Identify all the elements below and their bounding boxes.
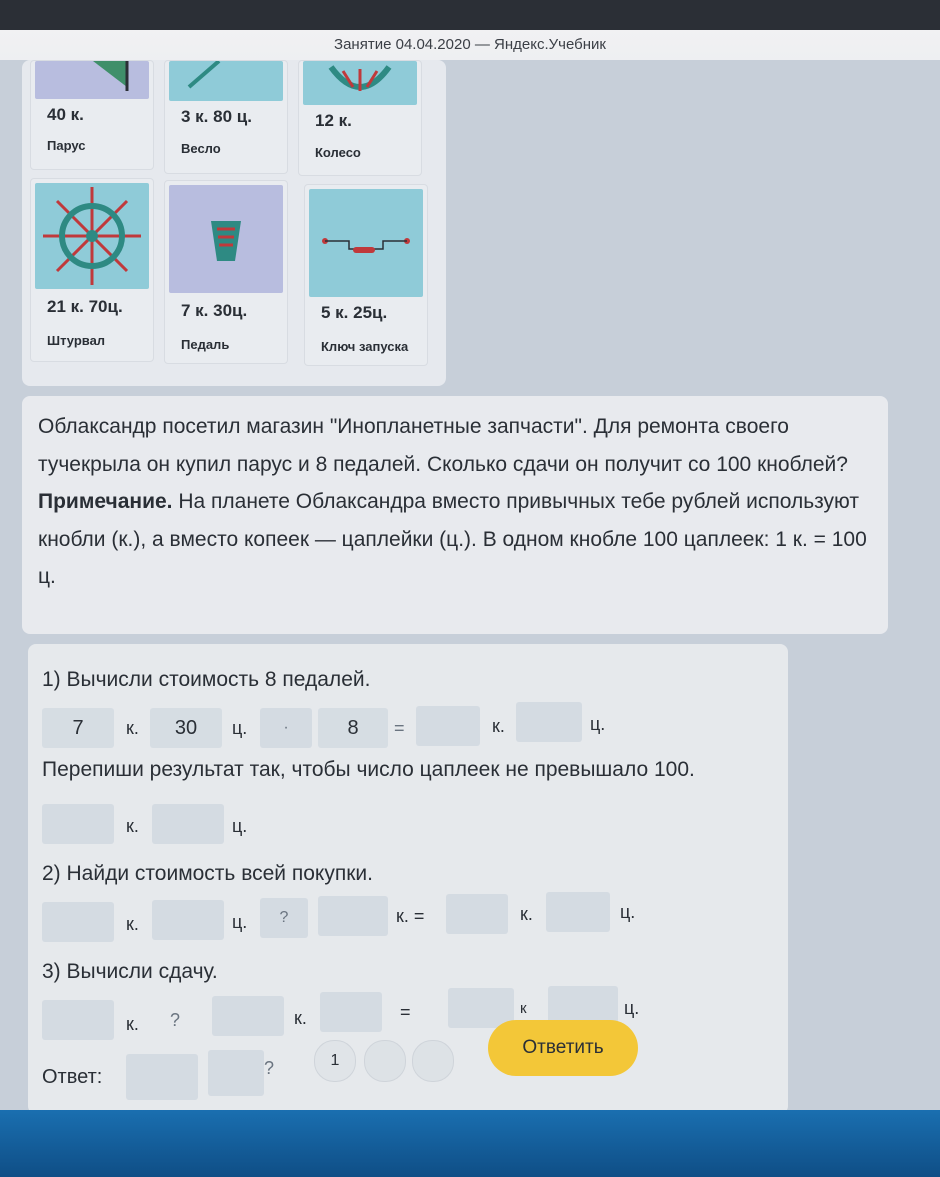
submit-answer-button[interactable]: Ответить bbox=[488, 1020, 638, 1076]
page-indicator-current[interactable]: 1 bbox=[314, 1040, 356, 1082]
step3-unit-k2: к. bbox=[294, 1008, 307, 1028]
step3-k-input[interactable] bbox=[42, 1000, 114, 1040]
step1-count: 8 bbox=[318, 708, 388, 748]
product-card-oar[interactable] bbox=[164, 60, 288, 174]
step1-result-unit-ts: ц. bbox=[590, 714, 606, 734]
step2-result-ts-input[interactable] bbox=[546, 892, 610, 932]
helm-icon bbox=[35, 183, 149, 289]
step2-operator-select[interactable]: ? bbox=[260, 898, 308, 938]
wheel-icon bbox=[303, 61, 417, 105]
os-taskbar bbox=[0, 1110, 940, 1177]
step1-result-k-input[interactable] bbox=[416, 706, 480, 746]
answer-k-input[interactable] bbox=[126, 1054, 198, 1100]
product-price: 12 к. bbox=[315, 111, 352, 130]
step3-equals: = bbox=[400, 1002, 411, 1022]
step2-result-unit-ts: ц. bbox=[620, 902, 636, 922]
note-text: На планете Облаксандра вместо привычных тебе рублей используют кнобли (к.), а вместо копеек — цаплейки (ц.). В одном кнобле 100 цаплеек: 1 к. = 100 ц. bbox=[38, 490, 867, 588]
step3-title: 3) Вычисли сдачу. bbox=[42, 960, 218, 983]
task-panel bbox=[28, 644, 788, 1114]
answer-ts-input[interactable] bbox=[208, 1050, 264, 1096]
step2-unit-k: к. bbox=[126, 914, 139, 934]
rewrite-title: Перепиши результат так, чтобы число цаплеек не превышало 100. bbox=[42, 758, 695, 781]
page-indicator[interactable] bbox=[364, 1040, 406, 1082]
step1-equals: = bbox=[394, 718, 405, 738]
sail-icon bbox=[35, 61, 149, 99]
product-card-helm[interactable] bbox=[30, 178, 154, 362]
step2-unit-k-eq: к. = bbox=[396, 906, 425, 926]
product-price: 7 к. 30ц. bbox=[181, 301, 248, 320]
step2-title: 2) Найди стоимость всей покупки. bbox=[42, 862, 373, 885]
product-card-wheel[interactable] bbox=[298, 60, 422, 176]
problem-statement bbox=[38, 408, 878, 596]
step3-second-k-input[interactable] bbox=[212, 996, 284, 1036]
step3-result-unit-ts: ц. bbox=[624, 998, 640, 1018]
key-icon bbox=[309, 189, 423, 297]
step3-unit-k: к. bbox=[126, 1014, 139, 1034]
step1-tsapleiki-value: 30 bbox=[150, 708, 222, 748]
product-price: 40 к. bbox=[47, 105, 84, 124]
product-name: Педаль bbox=[181, 337, 230, 352]
step2-ts-input[interactable] bbox=[152, 900, 224, 940]
product-name: Ключ запуска bbox=[321, 339, 409, 354]
product-card-sail[interactable] bbox=[30, 60, 154, 170]
step3-result-unit-k: к bbox=[520, 1000, 527, 1017]
step2-result-unit-k: к. bbox=[520, 904, 533, 924]
step2-second-k-input[interactable] bbox=[318, 896, 388, 936]
step3-second-ts-input[interactable] bbox=[320, 992, 382, 1032]
step1-unit-k: к. bbox=[126, 718, 139, 738]
step1-result-unit-k: к. bbox=[492, 716, 505, 736]
problem-text: Облаксандр посетил магазин "Инопланетные запчасти". Для ремонта своего тучекрыла он купил парус и 8 педалей. Сколько сдачи он получит со 100 кноблей? bbox=[38, 415, 848, 476]
page-indicator[interactable] bbox=[412, 1040, 454, 1082]
step1-result-ts-input[interactable] bbox=[516, 702, 582, 742]
product-price: 3 к. 80 ц. bbox=[181, 107, 252, 126]
step2-k-input[interactable] bbox=[42, 902, 114, 942]
step3-operator-select[interactable]: ? bbox=[170, 1010, 181, 1030]
product-price: 5 к. 25ц. bbox=[321, 303, 388, 322]
product-price: 21 к. 70ц. bbox=[47, 297, 123, 316]
step2-result-k-input[interactable] bbox=[446, 894, 508, 934]
rewrite-k-input[interactable] bbox=[42, 804, 114, 844]
product-card-key[interactable] bbox=[304, 184, 428, 366]
step1-kobli-value: 7 bbox=[42, 708, 114, 748]
answer-label: Ответ: bbox=[42, 1066, 103, 1088]
problem-panel bbox=[22, 396, 888, 634]
step2-unit-ts: ц. bbox=[232, 912, 248, 932]
answer-operator[interactable]: ? bbox=[264, 1058, 275, 1078]
products-panel bbox=[22, 60, 446, 386]
window-title: Занятие 04.04.2020 — Яндекс.Учебник bbox=[334, 36, 606, 53]
step1-title: 1) Вычисли стоимость 8 педалей. bbox=[42, 668, 371, 691]
product-name: Весло bbox=[181, 141, 221, 156]
oar-icon bbox=[169, 61, 283, 101]
product-name: Колесо bbox=[315, 145, 361, 160]
step1-operator[interactable]: · bbox=[260, 708, 312, 748]
pedal-icon bbox=[169, 185, 283, 293]
product-name: Парус bbox=[47, 138, 86, 153]
step1-unit-ts: ц. bbox=[232, 718, 248, 738]
rewrite-unit-ts: ц. bbox=[232, 816, 248, 836]
rewrite-unit-k: к. bbox=[126, 816, 139, 836]
product-name: Штурвал bbox=[47, 333, 106, 348]
rewrite-ts-input[interactable] bbox=[152, 804, 224, 844]
product-card-pedal[interactable] bbox=[164, 180, 288, 364]
note-label: Примечание. bbox=[38, 490, 173, 513]
